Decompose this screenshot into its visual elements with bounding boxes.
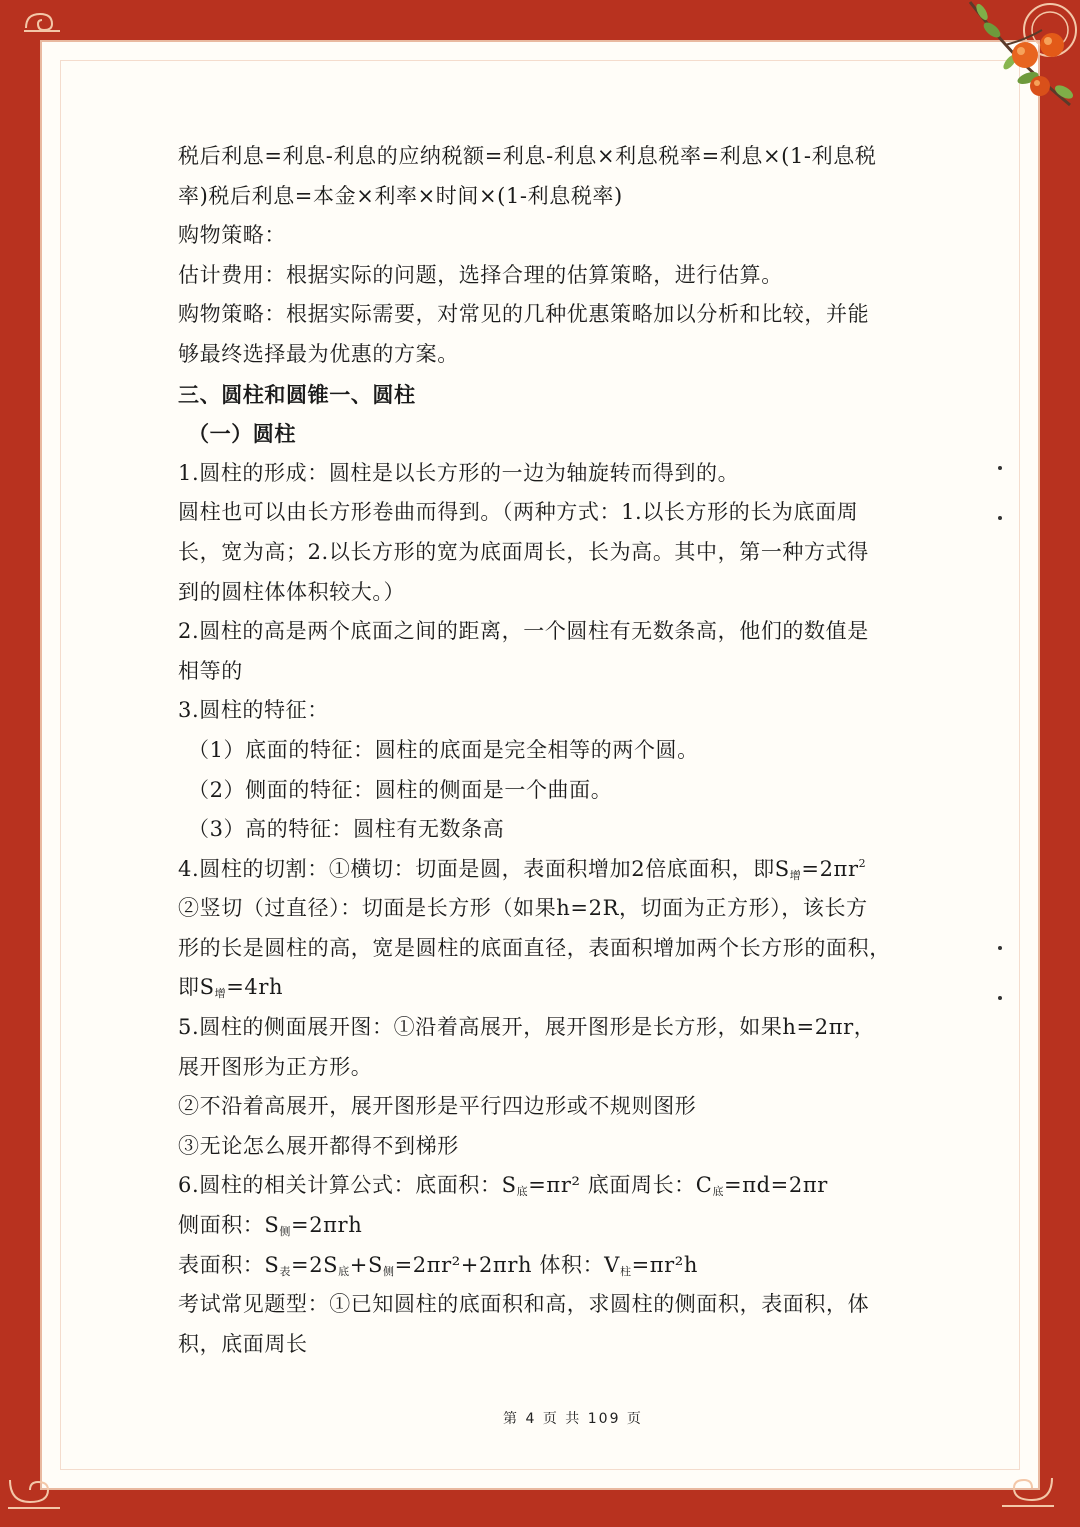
text-line: 够最终选择最为优惠的方案。 bbox=[178, 341, 459, 366]
text-line: 3.圆柱的特征： bbox=[178, 698, 329, 723]
text-line: 估计费用：根据实际的问题，选择合理的估算策略，进行估算。 bbox=[178, 262, 783, 287]
text-line: 率)税后利息=本金×利率×时间×(1-利息税率) bbox=[178, 183, 623, 208]
text-line: 圆柱也可以由长方形卷曲而得到。（两种方式：1.以长方形的长为底面周 bbox=[178, 500, 859, 525]
scan-speck bbox=[998, 466, 1002, 470]
scan-speck bbox=[998, 996, 1002, 1000]
text-line: 侧面积：$S_侧=2\pi rh$ bbox=[178, 1213, 363, 1239]
text-line: 2.圆柱的高是两个底面之间的距离，一个圆柱有无数条高，他们的数值是 bbox=[178, 619, 869, 644]
text-line: ②竖切（过直径）：切面是长方形（如果h=2R，切面为正方形），该长方 bbox=[178, 896, 868, 921]
text-line: 1.圆柱的形成：圆柱是以长方形的一边为轴旋转而得到的。 bbox=[178, 460, 740, 485]
cloud-ornament-icon bbox=[998, 1470, 1058, 1510]
cloud-ornament-icon bbox=[4, 1472, 64, 1512]
text-line: 考试常见题型：①已知圆柱的底面积和高，求圆柱的侧面积，表面积，体 bbox=[178, 1292, 870, 1317]
text-line: 4.圆柱的切割：①横切：切面是圆，表面积增加2倍底面积，即$S_增=2\pi r^2$ bbox=[178, 856, 867, 882]
text-line: 到的圆柱体体积较大。） bbox=[178, 579, 406, 604]
text-line: ③无论怎么展开都得不到梯形 bbox=[178, 1133, 459, 1158]
text-line: 积，底面周长 bbox=[178, 1331, 308, 1356]
page-number: 第 4 页 共 109 页 bbox=[503, 1411, 643, 1427]
text-line: 购物策略：根据实际需要，对常见的几种优惠策略加以分析和比较，并能 bbox=[178, 302, 870, 327]
cloud-ornament-icon bbox=[22, 8, 62, 34]
scan-speck bbox=[998, 516, 1002, 520]
text-line: 形的长是圆柱的高，宽是圆柱的底面直径，表面积增加两个长方形的面积， bbox=[178, 935, 891, 960]
text-line: ②不沿着高展开，展开图形是平行四边形或不规则图形 bbox=[178, 1094, 697, 1119]
subsection-heading: （一）圆柱 bbox=[188, 421, 296, 447]
text-line: 5.圆柱的侧面展开图：①沿着高展开，展开图形是长方形，如果h=2πr， bbox=[178, 1015, 876, 1040]
text-line: （2）侧面的特征：圆柱的侧面是一个曲面。 bbox=[188, 777, 613, 802]
text-line: 表面积：$S_表=2S_底+S_侧=2\pi r^2+2\pi rh$ 体积：$V_柱=\pi r^2h$ bbox=[178, 1252, 698, 1278]
text-line: 展开图形为正方形。 bbox=[178, 1054, 373, 1079]
scan-speck bbox=[998, 946, 1002, 950]
text-line: （3）高的特征：圆柱有无数条高 bbox=[188, 817, 505, 842]
document-body bbox=[178, 137, 968, 1364]
text-line: 相等的 bbox=[178, 658, 243, 683]
text-line: 即$S_增=4rh$ bbox=[178, 975, 284, 1001]
section-heading: 三、圆柱和圆锥一、圆柱 bbox=[178, 381, 416, 407]
persimmon-branch-icon bbox=[930, 0, 1080, 115]
text-line: 长，宽为高；2.以长方形的宽为底面周长，长为高。其中，第一种方式得 bbox=[178, 539, 869, 564]
text-line: （1）底面的特征：圆柱的底面是完全相等的两个圆。 bbox=[188, 737, 699, 762]
text-line: 6.圆柱的相关计算公式：底面积：$S_底=\pi r^2$ 底面周长：$C_底=\pi d=2\pi r$ bbox=[178, 1173, 828, 1199]
text-line: 税后利息=利息-利息的应纳税额=利息-利息×利息税率=利息×(1-利息税 bbox=[178, 144, 877, 168]
text-line: 购物策略： bbox=[178, 223, 286, 248]
